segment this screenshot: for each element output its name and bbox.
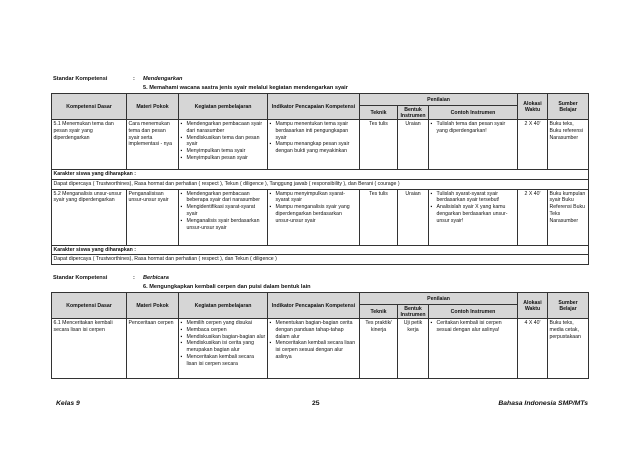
kegiatan-cell xyxy=(179,189,268,245)
karakter-heading: Karakter siswa yang diharapkan : xyxy=(52,245,589,255)
table-row xyxy=(52,189,589,245)
list-item: ▪ Menceritakan kembali secara lisan isi cerpen sesuai dengan alur aslinya xyxy=(270,340,358,360)
sk-colon: : xyxy=(133,275,135,281)
contoh-cell xyxy=(429,120,518,170)
header-kompetensi-dasar: Kompetensi Dasar xyxy=(52,94,127,120)
list-item: ▪ Mendiskusikan tema dan pesan syair xyxy=(181,135,266,149)
list-item: ▪ Tulislah syarat-syarat syair berdasarkan syair tersebut! xyxy=(431,191,516,205)
sk-value: Berbicara xyxy=(143,275,169,281)
alokasi-cell: 2 X 40' xyxy=(518,120,548,170)
header-materi-pokok: Materi Pokok xyxy=(127,94,179,120)
list-item: ▪ Mendengarkan pembacaan syair dari narasumber xyxy=(181,121,266,135)
list-item: ▪ Mengidentifikasi syarat-syarat syair xyxy=(181,204,266,218)
header-kegiatan: Kegiatan pembelajaran xyxy=(179,293,268,319)
teknik-cell: Tes tulis xyxy=(360,189,398,245)
indikator-cell xyxy=(268,120,360,170)
header-indikator: Indikator Pencapaian Kompetensi xyxy=(268,293,360,319)
alokasi-cell: 2 X 40' xyxy=(518,189,548,245)
silabus-table-2 xyxy=(51,292,589,379)
header-bentuk: Bentuk Instrumen xyxy=(398,305,429,319)
page-number: 25 xyxy=(312,400,320,407)
list-item: ▪ Menganalisis syair berdasarkan unsur-unsur syair xyxy=(181,218,266,232)
materi-cell: Penganalisisan unsur-unsur syair xyxy=(127,189,179,245)
materi-cell: Penceritaan cerpen xyxy=(127,319,179,379)
header-penilaian: Penilaian xyxy=(360,94,518,106)
kegiatan-cell xyxy=(179,319,268,379)
indikator-cell xyxy=(268,319,360,379)
list-item: ▪ Mendiskusikan bagian-bagian alur xyxy=(181,334,266,341)
list-item: ▪ Membaca cerpen xyxy=(181,327,266,334)
footer-subject: Bahasa Indonesia SMP/MTs xyxy=(498,400,588,407)
silabus-table-1 xyxy=(51,93,589,265)
list-item: ▪ Mendiskusikan isi cerita yang merupakan bagian alur xyxy=(181,340,266,354)
list-item: ▪ Menentukan bagian-bagian cerita dengan panduan tahap-tahap dalam alur xyxy=(270,320,358,340)
indikator-cell xyxy=(268,189,360,245)
header-alokasi: Alokasi Waktu xyxy=(518,94,548,120)
table-row xyxy=(52,319,589,379)
list-item: ▪ Mampu menangkap pesan syair dengan bukti yang meyakinkan xyxy=(270,141,358,155)
header-sumber: Sumber Belajar xyxy=(548,94,589,120)
header-contoh: Contoh Instrumen xyxy=(429,305,518,319)
alokasi-cell: 4 X 40' xyxy=(518,319,548,379)
sk-value: Mendengarkan xyxy=(143,76,183,82)
bentuk-cell: Uji petik kerja xyxy=(398,319,429,379)
karakter-text: Dapat dipercaya ( Trustworthines), Rasa hormat dan perhatian ( respect ), dan Tekun ( diligence ) xyxy=(52,255,589,265)
header-kegiatan: Kegiatan pembelajaran xyxy=(179,94,268,120)
kd-cell: 5.1 Menemukan tema dan pesan syair yang diperdengarkan xyxy=(52,120,127,170)
header-penilaian: Penilaian xyxy=(360,293,518,305)
kd-title-1: 5. Memahami wacana sastra jenis syair melalui kegiatan mendengarkan syair xyxy=(143,85,348,91)
kd-title-2: 6. Mengungkapkan kembali cerpen dan puisi dalam bentuk lain xyxy=(143,284,311,290)
contoh-cell xyxy=(429,319,518,379)
list-item: ▪ Mendengarkan pembacaan beberapa syair dari narasumber xyxy=(181,191,266,205)
karakter-text: Dapat dipercaya ( Trustworthines), Rasa hormat dan perhatian ( respect ), Tekun ( diligence ), Tanggung jawab ( responsibility ), dan Berani ( courage ) xyxy=(52,179,589,189)
list-item: ▪ Menyimpulkan tema syair xyxy=(181,148,266,155)
list-item: ▪ Memilih cerpen yang disukai xyxy=(181,320,266,327)
kd-cell: 6.1 Menceritakan kembali secara lisan isi cerpen xyxy=(52,319,127,379)
list-item: ▪ Ceritakan kembali isi cerpen sesuai dengan alur aslinya! xyxy=(431,320,516,334)
list-item: ▪ Tulislah tema dan pesan syair yang diperdengarkan! xyxy=(431,121,516,135)
header-teknik: Teknik xyxy=(360,106,398,120)
header-teknik: Teknik xyxy=(360,305,398,319)
teknik-cell: Tes praktik/ kinerja xyxy=(360,319,398,379)
kegiatan-cell xyxy=(179,120,268,170)
header-indikator: Indikator Pencapaian Kompetensi xyxy=(268,94,360,120)
sk-colon: : xyxy=(133,76,135,82)
header-contoh: Contoh Instrumen xyxy=(429,106,518,120)
sumber-cell: Buku teks, Buku referensi Narasumber xyxy=(548,120,589,170)
header-kompetensi-dasar: Kompetensi Dasar xyxy=(52,293,127,319)
teknik-cell: Tes tulis xyxy=(360,120,398,170)
list-item: ▪ Analisislah syair X yang kamu dengarkan berdasarkan unsur-unsur syair! xyxy=(431,204,516,224)
karakter-heading: Karakter siswa yang diharapkan : xyxy=(52,170,589,180)
header-alokasi: Alokasi Waktu xyxy=(518,293,548,319)
kd-cell: 5.2 Menganalisis unsur-unsur syair yang diperdengarkan xyxy=(52,189,127,245)
header-bentuk: Bentuk Instrumen xyxy=(398,106,429,120)
list-item: ▪ Mampu menyimpulkan syarat-syarat syair xyxy=(270,191,358,205)
contoh-cell xyxy=(429,189,518,245)
sk-label: Standar Kompetensi xyxy=(53,275,108,281)
list-item: ▪ Menceritakan kembali secara lisan isi cerpen secara xyxy=(181,354,266,368)
materi-cell: Cara menemukan tema dan pesan syair serta implementasi - nya xyxy=(127,120,179,170)
table-row xyxy=(52,120,589,170)
header-materi-pokok: Materi Pokok xyxy=(127,293,179,319)
sumber-cell: Buku kumpulan syair Buku Referensi Buku Teks Narasumber xyxy=(548,189,589,245)
list-item: ▪ Menyimpulkan pesan syair xyxy=(181,155,266,162)
bentuk-cell: Uraian xyxy=(398,189,429,245)
bentuk-cell: Uraian xyxy=(398,120,429,170)
list-item: ▪ Mampu menganalisis syair yang diperdengarkan berdasarkan unsur-unsur syair xyxy=(270,204,358,224)
sumber-cell: Buku teks, media cetak, perpustakaan xyxy=(548,319,589,379)
footer-class: Kelas 9 xyxy=(56,400,80,407)
sk-label: Standar Kompetensi xyxy=(53,76,108,82)
list-item: ▪ Mampu menentukan tema syair berdasarkan inti pengungkapan syair xyxy=(270,121,358,141)
header-sumber: Sumber Belajar xyxy=(548,293,589,319)
